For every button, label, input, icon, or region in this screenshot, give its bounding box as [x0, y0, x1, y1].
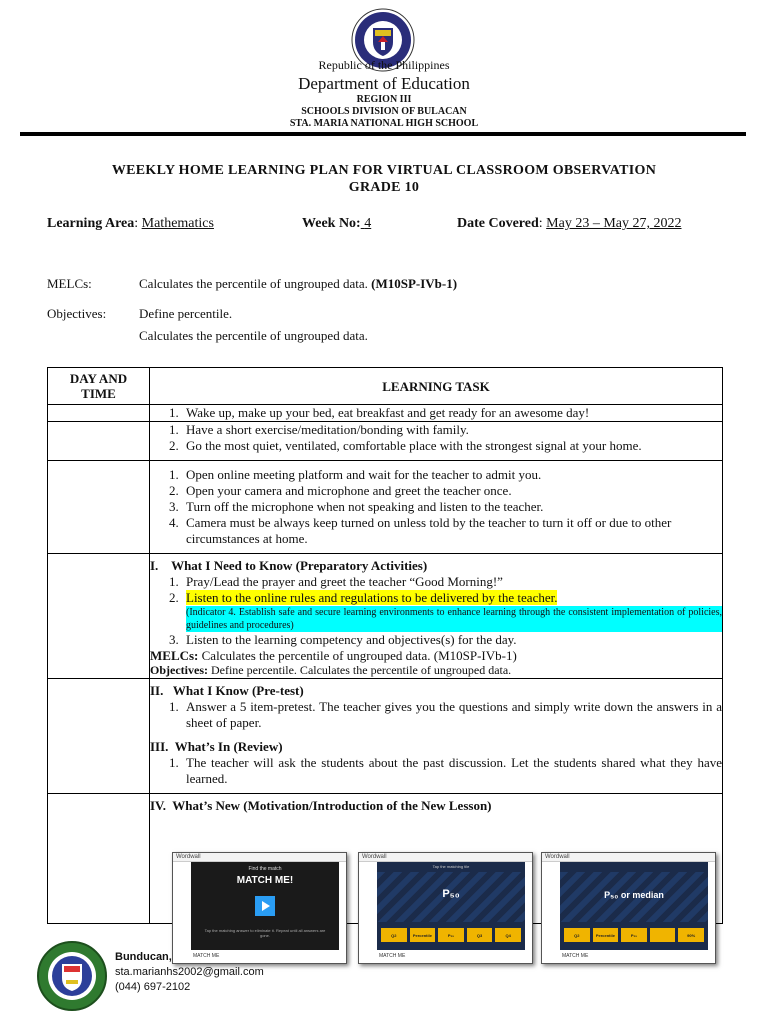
- melcs-inline-label: MELCs:: [150, 648, 199, 663]
- day-cell: [48, 794, 150, 924]
- list-item: 1. Pray/Lead the prayer and greet the teacher “Good Morning!”: [182, 574, 722, 590]
- list-item: 1. The teacher will ask the students about the past discussion. Let the students shared what they have learned.: [182, 755, 722, 787]
- school-seal-logo: [36, 940, 108, 1012]
- task-list: [150, 467, 722, 547]
- week-no: [302, 216, 371, 232]
- game-screenshot-1: [172, 852, 347, 964]
- day-cell: [48, 554, 150, 679]
- list-item: 1. Answer a 5 item-pretest. The teacher gives you the questions and simply write down the answers in a sheet of paper.: [182, 699, 722, 731]
- game-subtitle: Find the match: [248, 866, 282, 872]
- list-item: 2. Open your camera and microphone and greet the teacher once.: [182, 483, 722, 499]
- answer-tiles: [564, 928, 704, 942]
- section-heading: III. What’s In (Review): [150, 739, 283, 754]
- answer-tile[interactable]: [650, 928, 676, 942]
- day-cell: [48, 461, 150, 554]
- task-cell: [150, 554, 723, 679]
- footer-contact: [115, 950, 264, 995]
- footer-address: Bunducan,: [115, 951, 172, 963]
- header-region: REGION III: [356, 94, 412, 105]
- answer-tile[interactable]: P₂₅: [621, 928, 647, 942]
- table-row: [48, 461, 723, 554]
- footer-email[interactable]: sta.marianhs2002@gmail.com: [115, 966, 264, 978]
- table-row: [48, 405, 723, 422]
- section-heading: II. What I Know (Pre-test): [150, 683, 304, 698]
- answer-tile[interactable]: Q4: [495, 928, 521, 942]
- answer-tile[interactable]: Q2: [564, 928, 590, 942]
- week-value: [361, 216, 372, 231]
- section-heading: I. What I Need to Know (Preparatory Activities): [150, 558, 428, 573]
- learning-area: Learning Area: Mathematics: [47, 216, 214, 231]
- indicator-note: (Indicator 4. Establish safe and secure learning environments to enhance learning through the consistent implementation of policies, guidelines and procedures): [186, 607, 722, 631]
- game-stage: [560, 862, 708, 950]
- learning-area-label: Learning Area: [47, 216, 135, 231]
- task-cell: [150, 405, 723, 422]
- week-number: 4: [364, 216, 372, 231]
- task-list: [150, 699, 722, 731]
- melcs-content: [139, 276, 457, 292]
- game-instructions: Tap the matching answer to eliminate it. Repeat until all answers are gone.: [204, 928, 326, 938]
- row-spacer: [150, 787, 722, 793]
- task-cell: [150, 679, 723, 794]
- list-item: 1. Open online meeting platform and wait for the teacher to admit you.: [182, 467, 722, 483]
- task-list: [150, 755, 722, 787]
- screenshot-caption: MATCH ME: [193, 953, 220, 959]
- table-row: [48, 679, 723, 794]
- screenshot-caption: MATCH ME: [379, 953, 406, 959]
- title-line2: GRADE 10: [348, 180, 420, 195]
- task-cell: [150, 422, 723, 461]
- screenshot-brand: Wordwall: [173, 853, 346, 862]
- objectives-inline-text: Define percentile. Calculates the percentile of ungrouped data.: [210, 663, 512, 677]
- col-learning-task: LEARNING TASK: [150, 368, 723, 405]
- learning-plan-table: [47, 367, 723, 924]
- objectives-label: Objectives:: [47, 306, 107, 321]
- day-cell: [48, 422, 150, 461]
- header-region-division: [0, 94, 768, 130]
- game-screenshot-3: [541, 852, 716, 964]
- highlighted-rule: Listen to the online rules and regulations to be delivered by the teacher.: [186, 590, 558, 605]
- melcs-text: Calculates the percentile of ungrouped data.: [139, 276, 368, 291]
- col-day-time: [48, 368, 150, 405]
- task-list: [150, 574, 722, 648]
- list-item: 1. Wake up, make up your bed, eat breakfast and get ready for an awesome day!: [182, 405, 722, 421]
- screenshot-caption: MATCH ME: [562, 953, 589, 959]
- footer-phone: (044) 697-2102: [115, 981, 191, 993]
- objectives-inline: [150, 663, 722, 678]
- answer-tile[interactable]: P₂₅: [438, 928, 464, 942]
- melcs-inline: [150, 648, 722, 663]
- header-republic: Republic of the Philippines: [318, 58, 450, 72]
- table-row: [48, 422, 723, 461]
- play-triangle-icon: [262, 901, 270, 911]
- header-department: Department of Education: [298, 74, 470, 93]
- answer-tile[interactable]: 90%: [678, 928, 704, 942]
- col-day-time-label: DAY AND TIME: [69, 371, 128, 401]
- header-school: STA. MARIA NATIONAL HIGH SCHOOL: [289, 118, 479, 129]
- objectives-inline-label: Objectives:: [150, 663, 208, 677]
- day-cell: [48, 679, 150, 794]
- list-item: 3. Listen to the learning competency and objectives(s) for the day.: [182, 632, 722, 648]
- list-item: 4. Camera must be always keep turned on unless told by the teacher to turn it off or due to other circumstances at home.: [182, 515, 722, 547]
- question-text: P₅₀ or median: [604, 890, 664, 900]
- section-heading: IV. What’s New (Motivation/Introduction of the New Lesson): [150, 798, 492, 813]
- screenshot-brand: Wordwall: [359, 853, 532, 862]
- header-division: SCHOOLS DIVISION OF BULACAN: [301, 106, 467, 117]
- day-cell: [48, 405, 150, 422]
- list-item: 1. Have a short exercise/meditation/bonding with family.: [182, 422, 722, 438]
- screenshot-brand: Wordwall: [542, 853, 715, 862]
- week-label: Week No:: [302, 216, 361, 231]
- list-item: [182, 590, 722, 632]
- table-row: [48, 554, 723, 679]
- table-header-row: [48, 368, 723, 405]
- date-label: Date Covered: [457, 216, 539, 231]
- game-screenshot-2: [358, 852, 533, 964]
- learning-area-value: Mathematics: [141, 216, 214, 231]
- answer-tiles: [381, 928, 521, 942]
- game-title: MATCH ME!: [236, 875, 294, 886]
- melcs-row: [47, 276, 458, 292]
- question-text: P₅₀: [442, 888, 460, 900]
- list-item: 3. Turn off the microphone when not speaking and listen to the teacher.: [182, 499, 722, 515]
- melcs-inline-text: Calculates the percentile of ungrouped data. (M10SP-IVb-1): [201, 648, 517, 663]
- answer-tile[interactable]: Q2: [381, 928, 407, 942]
- list-item: 2. Go the most quiet, ventilated, comfortable place with the strongest signal at your home.: [182, 438, 722, 454]
- melcs-label: MELCs:: [47, 276, 92, 291]
- header-rule: [20, 132, 746, 136]
- answer-tile[interactable]: Percentile: [410, 928, 436, 942]
- task-list: [150, 405, 722, 421]
- title-line1: WEEKLY HOME LEARNING PLAN FOR VIRTUAL CLASSROOM OBSERVATION: [111, 163, 657, 178]
- task-list: [150, 422, 722, 454]
- date-covered: Date Covered: May 23 – May 27, 2022: [457, 216, 682, 231]
- objectives-line1: Define percentile.: [139, 306, 233, 321]
- game-stage: [191, 862, 339, 950]
- answer-tile[interactable]: Percentile: [593, 928, 619, 942]
- game-stage: [377, 862, 525, 950]
- play-icon[interactable]: [255, 896, 275, 916]
- melcs-code: (M10SP-IVb-1): [371, 276, 458, 291]
- task-cell: [150, 461, 723, 554]
- answer-tile[interactable]: Q3: [467, 928, 493, 942]
- objectives-line2: Calculates the percentile of ungrouped data.: [139, 328, 368, 343]
- game-prompt: Tap the matching tile: [432, 864, 470, 869]
- objectives-row: [47, 306, 368, 343]
- date-value: May 23 – May 27, 2022: [546, 216, 682, 231]
- document-title: [0, 162, 768, 196]
